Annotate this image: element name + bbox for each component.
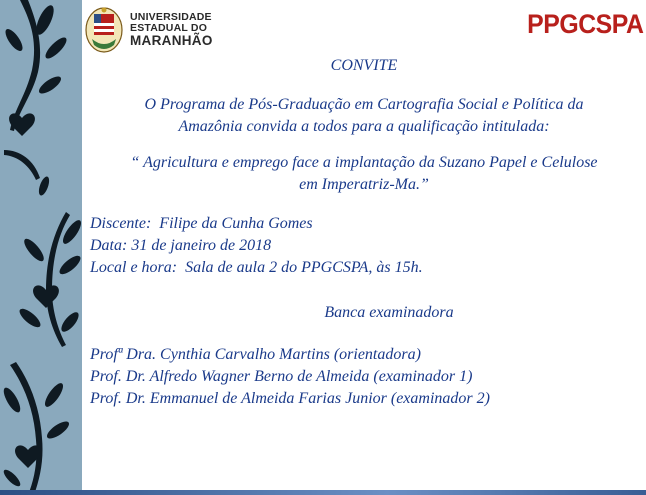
event-location: Local e hora: Sala de aula 2 do PPGCSPA, às 15h. xyxy=(90,259,423,276)
invitation-intro xyxy=(92,94,636,138)
program-logo: PPGCSPA xyxy=(527,9,644,39)
floral-ornament-icon xyxy=(0,0,82,495)
invitation-body xyxy=(82,0,646,490)
bottom-divider xyxy=(0,490,646,495)
work-title-line-1: “ Agricultura e emprego face a implantação da Suzano Papel e Celulose xyxy=(130,154,598,171)
committee-member: Prof. Dr. Alfredo Wagner Berno de Almeida (examinador 1) xyxy=(90,368,473,385)
university-name-line1: UNIVERSIDADE xyxy=(130,11,212,23)
committee-member: Prof. Dr. Emmanuel de Almeida Farias Junior (examinador 2) xyxy=(90,390,490,407)
student-name: Discente: Filipe da Cunha Gomes xyxy=(90,215,313,232)
event-date: Data: 31 de janeiro de 2018 xyxy=(90,237,272,254)
committee-list xyxy=(90,344,490,410)
work-title xyxy=(90,152,638,196)
committee-heading: Banca examinadora xyxy=(324,304,454,321)
invitation-title: CONVITE xyxy=(330,57,398,74)
intro-line-2: Amazônia convida a todos para a qualificação intitulada: xyxy=(178,118,550,135)
decorative-side-band xyxy=(0,0,82,495)
work-title-line-2: em Imperatriz-Ma.” xyxy=(299,176,429,193)
event-details xyxy=(90,213,423,279)
committee-member: Profª Dra. Cynthia Carvalho Martins (orientadora) xyxy=(90,346,421,363)
university-name-line2: ESTADUAL DO xyxy=(130,22,208,34)
intro-line-1: O Programa de Pós-Graduação em Cartografia Social e Política da xyxy=(144,96,584,113)
university-name-line3: MARANHÃO xyxy=(130,33,213,48)
